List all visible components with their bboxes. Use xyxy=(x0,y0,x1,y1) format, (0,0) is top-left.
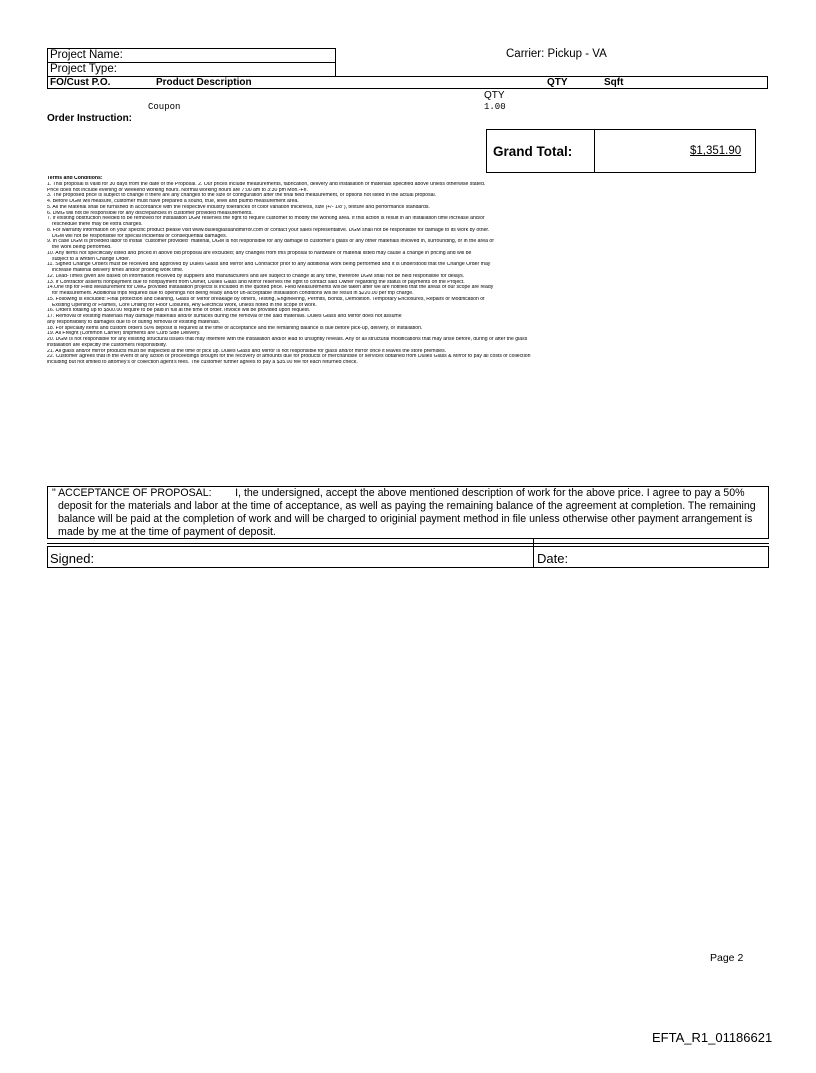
term-line: 4. Before DGM will measure, customer must have prepared a sound, true, level and plumb measurement area. xyxy=(47,199,299,204)
term-line: 17. Removal of existing materials may damage materials and/or surfaces during the removal of the said materials. Dulles Glass and Mirror does not assume xyxy=(47,314,402,319)
col-fo-header: FO/Cust P.O. xyxy=(50,77,111,88)
term-line: including but not limited to attorney's or collection agent's fees. The customer further agrees to pay a $35.00 fee for each returned check. xyxy=(47,360,358,365)
term-line: any responsibility to damages due to or during removal of existing materials. xyxy=(47,319,221,325)
term-line: 5. All the Material shall be furnished in accordance with the respective industry tolerances of color variation thickness, size (+/- 1/8"), texture and performance standards. xyxy=(47,204,430,210)
term-line: 14.One trip for Field Measurement for DMG provided installation projects is included in the quoted price. Field Measurements will be taken after we are notified that the areas of our scope are ready xyxy=(47,285,494,291)
grand-total-divider xyxy=(594,129,595,173)
term-line: for measurement. Additional trips required due to openings not being ready and/or un-acceptable installation conditions will be result in $220.00 per trip charge. xyxy=(52,291,414,296)
term-line: reschedule there may be extra charges. xyxy=(52,222,143,227)
term-line: 19. All Freight (Common Carrier) shipments are Curb Side Delivery. xyxy=(47,331,201,337)
acceptance-line-1: " ACCEPTANCE OF PROPOSAL: I, the undersigned, accept the above mentioned description of work for the above price. I agree to pay a 50% xyxy=(52,487,745,499)
signature-top-double-line xyxy=(47,543,769,544)
term-line: 6. DMG will not be responsible for any discrepancies in customer provided measurements. xyxy=(47,210,253,216)
term-line: increase material delivery times and/or prolong work time. xyxy=(52,268,184,273)
term-line: 18. For specialty items and custom orders 50% deposit is required at the time of acceptance and the remaining balance is due before pick-up, delivery, or installation. xyxy=(47,325,423,331)
term-line: 8. For warranty information on your specific product please visit www.dullesglassandmirror.com or contact your sales representative. DGM shall not be responsible for damage to its work by other. xyxy=(47,227,490,233)
item-qty: 1.00 xyxy=(484,102,506,112)
project-type-label: Project Type: xyxy=(50,63,117,75)
signature-divider xyxy=(533,538,534,568)
order-instruction-label: Order Instruction: xyxy=(47,113,133,124)
term-line: 13. If Contractor asserts nonpayment due to nonpayment from Owner, Dulles Glass and Mirror reserves the right to contact said Owner regarding the status of payments on the Project. xyxy=(47,279,465,285)
carrier-text: Carrier: Pickup - VA xyxy=(506,48,607,60)
col-qty-header: QTY xyxy=(547,77,568,88)
col-desc-header: Product Description xyxy=(156,77,252,88)
acceptance-line-4: made by me at the time of payment of deposit. xyxy=(58,526,276,538)
signature-row xyxy=(47,546,769,568)
term-line: 15. Following is excluded: Final protection and cleaning, Glass or Mirror breakage by others, Testing, Engineering, Permits, Bonds, Demolition. Temporary Enclosures, Repairs or Modification of xyxy=(47,296,485,302)
term-line: installation are explicitly the customers responsibility. xyxy=(47,342,167,348)
project-name-label: Project Name: xyxy=(50,49,123,61)
signed-label: Signed: xyxy=(50,551,95,566)
term-line: subject to a written Change Order. xyxy=(52,256,131,262)
sub-qty-label: QTY xyxy=(484,90,505,101)
col-sqft-header: Sqft xyxy=(604,77,624,88)
term-line: 3. The proposed price is subject to change if there are any changes to the size or configuration after the final field measurement, or options not listed in the actual proposal. xyxy=(47,193,437,199)
terms-heading: Terms and Conditions: xyxy=(47,176,103,181)
document-id: EFTA_R1_01186621 xyxy=(652,1030,773,1045)
term-line: Price does not include evening or weekend working hours. Normal working hours are 7:00 am to 3:30 pm Mon.-Fri. xyxy=(47,187,308,193)
date-label: Date: xyxy=(537,551,569,566)
term-line: 7. If existing obstruction needed to be removed for installation DGM reserves the right to require customer to modify the working area. If this action is result in an installation time increase and/or xyxy=(47,216,485,222)
project-name-box xyxy=(47,48,336,63)
acceptance-line-3: balance will be paid at the completion of work and will be charged to originial payment method in file unless otherwise other payment arrangement is xyxy=(58,513,753,525)
grand-total-value: $1,351.90 xyxy=(690,145,742,157)
terms-and-conditions xyxy=(47,176,771,366)
term-line: Existing Opening or Frames, Core Drilling for Floor Closures, Any Electrical Work, unless noted in the scope of work. xyxy=(52,302,317,308)
term-line: the work being performed. xyxy=(52,245,112,250)
term-line: 1. This proposal is valid for 30 days from the date of the Proposal. 2. Our prices include measurements, fabrication, delivery and installation of materials specified above unless otherwise stated. xyxy=(47,181,486,187)
term-line: DGM will not be responsible for special incidental or consequential damages. xyxy=(52,233,228,239)
project-type-box xyxy=(47,62,336,77)
page-number: Page 2 xyxy=(710,952,744,964)
term-line: 20. DGM Is not responsible for any existing structural issues that may interfere with the installation and/or lead to unsightly reveals. Any or all structural modifications that may arise before, during or after the glass xyxy=(47,337,528,342)
term-line: 21. All glass and/or mirror products must be inspected at the time of pick up. Dulles Glass and Mirror is not responsible for glass and/or mirror once it leaves the store premises. xyxy=(47,348,447,354)
term-line: 22. Customer agrees that in the event of any action or proceedings brought for the recovery of amounts due for products or merchandise or services obtained from Dulles Glass & Mirror to pay all costs of collection xyxy=(47,354,531,360)
grand-total-label: Grand Total: xyxy=(493,144,573,159)
term-line: 16. Orders totaling up to $500.00 require to be paid in full at the time of order. Invoice will be provided upon request. xyxy=(47,308,311,314)
term-line: 11. Signed Change Orders must be received and approved by Dulles Glass and Mirror and Contractor prior to any additional work being performed and it is understood that the Change Order may xyxy=(47,262,491,268)
term-line: 9. In case DGM is provided labor to install "customer provided" material, DGM is not responsible for any damage to customer's glass or any other materials involved in, surrounding, or in the area of xyxy=(47,239,494,245)
term-line: 12. Lead-Times given are based on information received by suppliers and manufacturers and are subject to change at any time, therefore DGM shall not be held responsible for delays. xyxy=(47,273,465,279)
acceptance-line-2: deposit for the materials and labor at the time of acceptance, as well as paying the remaining balance of the agreement at completion. The remaining xyxy=(58,500,756,512)
item-description: Coupon xyxy=(148,102,181,112)
term-line: 10. Any items not specifically listed and priced in above bid proposal are excluded; any changes from this proposal to hardware or material listed may cause a change in pricing and will be xyxy=(47,250,472,256)
